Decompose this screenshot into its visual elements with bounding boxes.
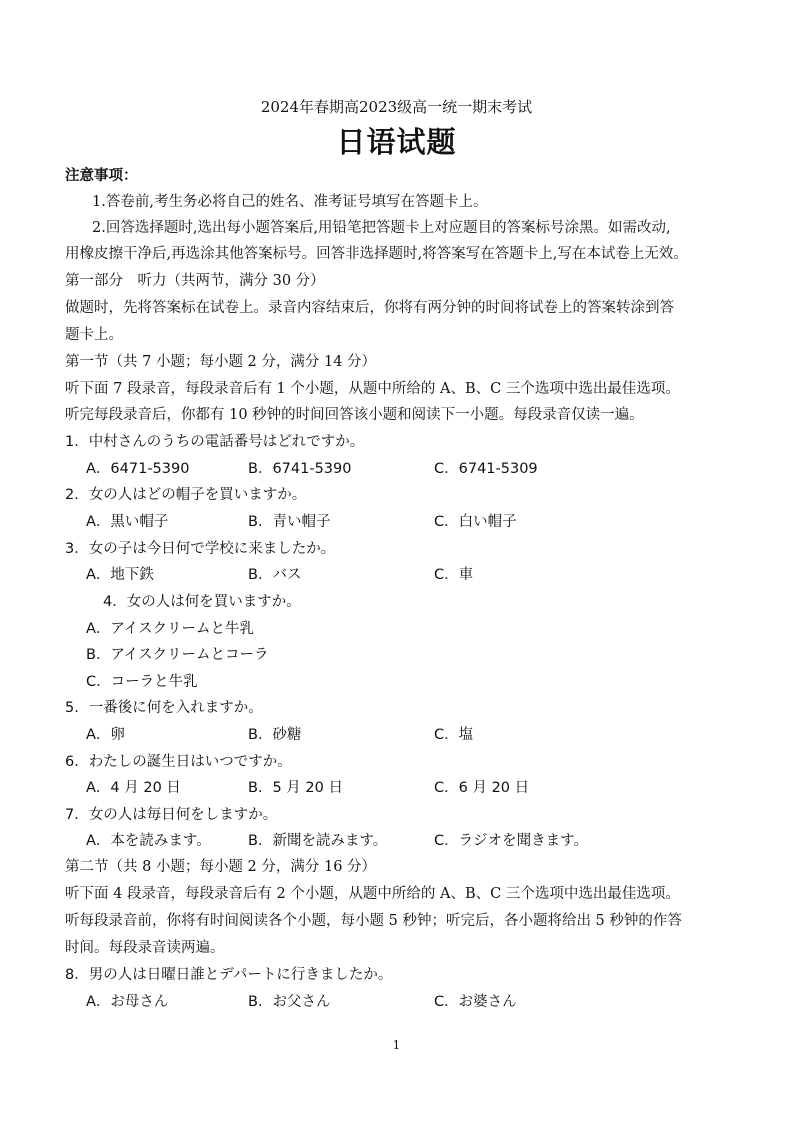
part1-heading: 第一部分 听力（共两节，满分 30 分） xyxy=(65,273,325,289)
option-c: C．お婆さん xyxy=(434,994,517,1010)
option-a: A．地下鉄 xyxy=(86,567,154,583)
option-a: A．アイスクリームと牛乳 xyxy=(86,621,254,637)
question-stem: 8．男の人は日曜日誰とデパートに行きましたか。 xyxy=(65,967,393,983)
exam-subtitle: 2024年春期高2023级高一统一期末考试 xyxy=(260,98,533,116)
option-a: A．お母さん xyxy=(86,994,169,1010)
question-stem: 3．女の子は今日何で学校に来ましたか。 xyxy=(65,541,336,557)
option-c: C．白い帽子 xyxy=(434,514,517,530)
option-b: B．新聞を読みます。 xyxy=(248,833,388,849)
question-stem: 2．女の人はどの帽子を買いますか。 xyxy=(65,487,307,503)
page-number: 1 xyxy=(392,1038,401,1052)
section2-intro-line-3: 时间。每段录音读两遍。 xyxy=(65,940,225,956)
option-a: A．黒い帽子 xyxy=(86,514,169,530)
notes-item-2-line-2: 用橡皮擦干净后,再选涂其他答案标号。回答非选择题时,将答案写在答题卡上,写在本试卷上无效。 xyxy=(65,246,688,262)
section2-intro-line-1: 听下面 4 段录音，每段录音后有 2 个小题，从题中所给的 A、B、C 三个选项中选出最佳选项。 xyxy=(65,886,680,902)
option-a: A．6471-5390 xyxy=(86,461,190,477)
section2-heading: 第二节（共 8 小题；每小题 2 分，满分 16 分） xyxy=(65,859,377,875)
question-stem: 7．女の人は毎日何をしますか。 xyxy=(65,807,278,823)
part1-intro-line-2: 题卡上。 xyxy=(65,327,123,343)
notes-item-1: 1.答卷前,考生务必将自己的姓名、准考证号填写在答题卡上。 xyxy=(92,194,488,210)
option-b: B．砂糖 xyxy=(248,727,302,743)
section1-intro-line-2: 听完每段录音后，你都有 10 秒钟的时间回答该小题和阅读下一小题。每段录音仅读一遍。 xyxy=(65,407,644,423)
section2-intro-line-2: 听每段录音前，你将有时间阅读各个小题，每小题 5 秒钟；听完后，各小题将给出 5 秒钟的作答 xyxy=(65,913,682,929)
question-stem: 4．女の人は何を買いますか。 xyxy=(103,594,301,610)
option-a: A．4 月 20 日 xyxy=(86,780,181,796)
question-stem: 6．わたしの誕生日はいつですか。 xyxy=(65,754,292,770)
option-c: C．コーラと牛乳 xyxy=(86,674,198,690)
option-b: B．バス xyxy=(248,567,302,583)
section1-intro-line-1: 听下面 7 段录音，每段录音后有 1 个小题，从题中所给的 A、B、C 三个选项中选出最佳选项。 xyxy=(65,381,680,397)
exam-title: 日语试题 xyxy=(336,125,457,159)
option-c: C．ラジオを聞きます。 xyxy=(434,833,588,849)
option-c: C．塩 xyxy=(434,727,474,743)
question-stem: 5．一番後に何を入れますか。 xyxy=(65,700,263,716)
section1-heading: 第一节（共 7 小题；每小题 2 分，满分 14 分） xyxy=(65,354,377,370)
option-b: B．お父さん xyxy=(248,994,331,1010)
option-b: B．6741-5390 xyxy=(248,461,352,477)
option-b: B．青い帽子 xyxy=(248,514,331,530)
question-stem: 1．中村さんのうちの電話番号はどれですか。 xyxy=(65,434,365,450)
option-a: A．卵 xyxy=(86,727,125,743)
option-b: B．アイスクリームとコーラ xyxy=(86,647,269,663)
option-c: C．車 xyxy=(434,567,474,583)
part1-intro-line-1: 做题时，先将答案标在试卷上。录音内容结束后，你将有两分钟的时间将试卷上的答案转涂到答 xyxy=(65,300,674,316)
option-c: C．6741-5309 xyxy=(434,461,538,477)
option-c: C．6 月 20 日 xyxy=(434,780,530,796)
option-a: A．本を読みます。 xyxy=(86,833,211,849)
notes-heading: 注意事项： xyxy=(65,168,138,184)
notes-item-2-line-1: 2.回答选择题时,选出每小题答案后,用铅笔把答题卡上对应题目的答案标号涂黑。如需改动, xyxy=(92,220,671,236)
option-b: B．5 月 20 日 xyxy=(248,780,343,796)
